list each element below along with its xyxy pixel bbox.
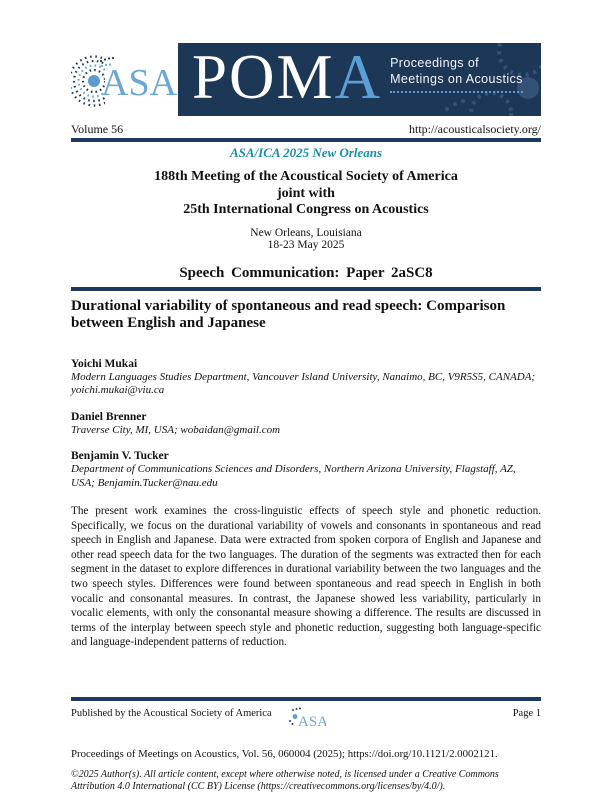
poma-banner (178, 43, 541, 116)
author-entry (71, 357, 541, 398)
asa-mini-icon (286, 705, 326, 731)
asa-waves-icon (71, 43, 178, 116)
volume-label: Volume 56 (71, 122, 124, 136)
footer-row (71, 705, 541, 736)
page-content (0, 43, 612, 650)
session-heading: Speech Communication: Paper 2aSC8 (179, 264, 433, 281)
banner-subtitle-line2: Meetings on Acoustics (390, 72, 523, 94)
venue-city: New Orleans, Louisiana (250, 226, 362, 239)
author-affiliation: Modern Languages Studies Department, Vancouver Island University, Nanaimo, BC, V9R5S5, CANADA; yoichi.mukai@viu.ca (71, 370, 536, 396)
footer-asa-text: ASA (298, 714, 326, 730)
footer-rule (71, 697, 541, 701)
meeting-line2: joint with (277, 185, 335, 201)
meeting-line3: 25th International Congress on Acoustics (183, 202, 429, 217)
meeting-line1: 188th Meeting of the Acoustical Society of America (154, 169, 458, 184)
poma-wordmark-accent: A (334, 43, 383, 112)
asa-society-logo (71, 43, 178, 116)
banner-subtitle-line1: Proceedings of (390, 56, 480, 70)
meeting-heading (71, 169, 541, 219)
author-name: Yoichi Mukai (71, 357, 138, 370)
poma-wordmark (192, 43, 383, 112)
copyright-line: ©2025 Author(s). All article content, except where otherwise noted, is licensed under a Creative Commons Attribution 4.0 International (CC BY) License (https://creativecommons.org/licenses/by/4.0/). (71, 768, 499, 792)
volume-row (71, 122, 541, 136)
asa-logo-text: ASA (101, 62, 178, 104)
conference-name: ASA/ICA 2025 New Orleans (229, 145, 383, 160)
asa-dot-icon (88, 75, 100, 87)
author-list (71, 357, 541, 491)
poma-wordmark-main: POM (192, 43, 335, 112)
abstract-text: The present work examines the cross-linguistic effects of speech style and phonetic reduction. Specifically, we focus on the durational variability of vowels and consonants in spontaneous and read speech in English and Japanese. Data were extracted from spoken corpora of English and Japanese and other read speech data for the two languages. The duration of the segments was extracted then for each segment in the dataset to explore differences in durational variability between the two languages and the two speech styles. Differences were found between spontaneous and read speech in English in both vocalic and consonantal measures. In contrast, the Japanese showed less variability, particularly in vocalic elements, with only the consonantal measure showing a difference. The results are discussed in terms of the interplay between speech style and phonetic reduction, suggesting both language-specific and language-independent patterns of reduction. (71, 505, 541, 649)
venue-dates: 18-23 May 2025 (267, 239, 345, 251)
author-entry (71, 449, 541, 490)
society-url-link[interactable]: http://acousticalsociety.org/ (409, 122, 541, 136)
author-affiliation: Department of Communications Sciences and Disorders, Northern Arizona University, Flagstaff, AZ, USA; Benjamin.Tucker@nau.edu (71, 463, 516, 489)
header-rule (71, 138, 541, 142)
venue-block (71, 227, 541, 252)
page-footer (71, 697, 541, 792)
session-rule (71, 287, 541, 291)
author-entry (71, 410, 541, 438)
publisher-note: Published by the Acoustical Society of America (71, 708, 272, 719)
banner-subtitle (390, 56, 523, 93)
footer-asa-logo (286, 705, 326, 736)
page-number: Page 1 (512, 708, 541, 719)
author-name: Daniel Brenner (71, 410, 147, 423)
masthead (71, 43, 541, 116)
author-name: Benjamin V. Tucker (71, 450, 169, 462)
author-affiliation: Traverse City, MI, USA; wobaidan@gmail.com (71, 423, 281, 436)
paper-title: Durational variability of spontaneous and read speech: Comparison between English and Japanese (71, 297, 506, 331)
citation-line[interactable]: Proceedings of Meetings on Acoustics, Vol. 56, 060004 (2025); https://doi.org/10.1121/2.0002121. (71, 748, 498, 760)
